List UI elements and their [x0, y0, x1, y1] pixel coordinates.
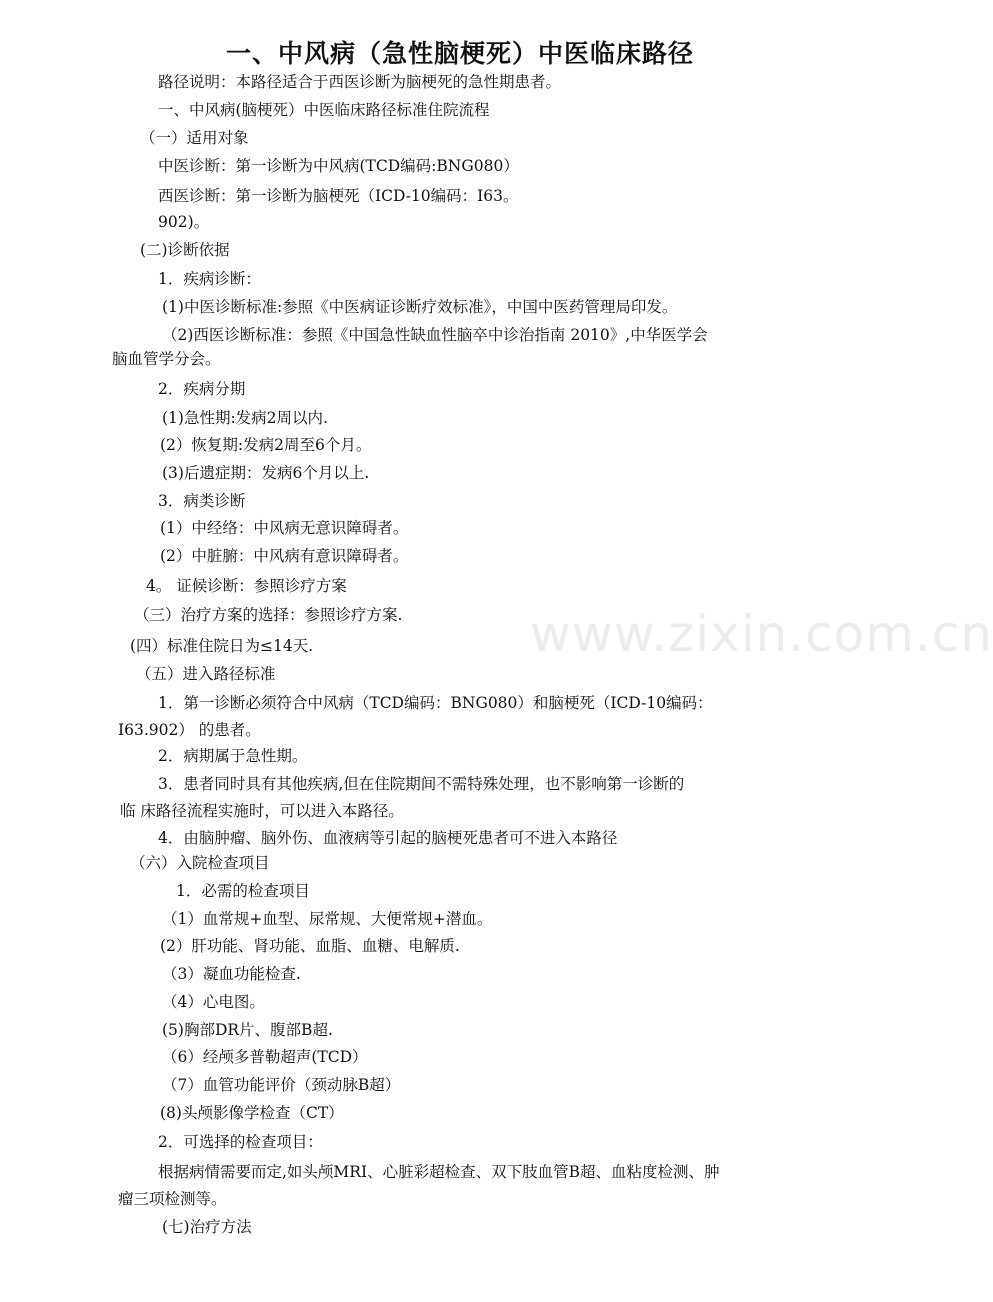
text-line: 902)。 [158, 213, 210, 231]
text-line: (2）肝功能、肾功能、血脂、血糖、电解质. [160, 937, 460, 955]
text-line: 3．患者同时具有其他疾病,但在住院期间不需特殊处理，也不影响第一诊断的 [158, 775, 685, 793]
text-line: 2．疾病分期 [158, 380, 246, 398]
text-line: 1．疾病诊断： [158, 270, 261, 288]
text-line: (3)后遗症期：发病6个月以上. [162, 464, 370, 482]
text-line: 1．第一诊断必须符合中风病（TCD编码：BNG080）和脑梗死（ICD-10编码： [158, 694, 713, 712]
text-line: 临 床路径流程实施时，可以进入本路径。 [120, 802, 404, 820]
text-line: (1)急性期:发病2周以内. [162, 409, 328, 427]
text-line: 根据病情需要而定,如头颅MRI、心脏彩超检查、双下肢血管B超、血粘度检测、肿 [158, 1163, 720, 1181]
text-line: (1)中医诊断标准:参照《中医病证诊断疗效标准》，中国中医药管理局印发。 [162, 298, 678, 316]
text-line: (2）中脏腑：中风病有意识障碍者。 [160, 547, 409, 565]
text-line: （3）凝血功能检查. [162, 965, 301, 983]
text-line: (四）标准住院日为≤14天. [130, 637, 314, 655]
text-line: （1）血常规+血型、尿常规、大便常规+潜血。 [162, 910, 493, 928]
text-line: 2．可选择的检查项目： [158, 1133, 323, 1151]
text-line: （一）适用对象 [140, 129, 249, 147]
text-line: (2）恢复期:发病2周至6个月。 [160, 436, 372, 454]
text-line: 1．必需的检查项目 [176, 882, 310, 900]
text-line: (5)胸部DR片、腹部B超. [162, 1021, 333, 1039]
text-line: (七)治疗方法 [162, 1218, 252, 1236]
text-line: 4．由脑肿瘤、脑外伤、血液病等引起的脑梗死患者可不进入本路径 [158, 829, 618, 847]
text-line: （三）治疗方案的选择：参照诊疗方案. [134, 606, 403, 624]
text-line: 瘤三项检测等。 [118, 1190, 227, 1208]
text-line: (二)诊断依据 [140, 241, 230, 259]
text-line: (8)头颅影像学检查（CT） [160, 1104, 344, 1122]
text-line: I63.902） 的患者。 [118, 721, 261, 739]
text-line: （7）血管功能评价（颈动脉B超） [162, 1076, 401, 1094]
text-line: 中医诊断：第一诊断为中风病(TCD编码:BNG080） [158, 157, 519, 175]
text-line: 4。 证候诊断：参照诊疗方案 [146, 577, 347, 595]
text-line: 路径说明：本路径适合于西医诊断为脑梗死的急性期患者。 [158, 73, 562, 91]
text-line: （6）经颅多普勒超声(TCD） [162, 1048, 368, 1066]
watermark: www.zixin.com.cn [530, 605, 993, 663]
page-title: 一、中风病（急性脑梗死）中医临床路径 [225, 39, 694, 68]
text-line: 2．病期属于急性期。 [158, 747, 308, 765]
text-line: 脑血管学分会。 [112, 350, 221, 368]
text-line: (1）中经络：中风病无意识障碍者。 [160, 519, 409, 537]
text-line: （2)西医诊断标准：参照《中国急性缺血性脑卒中诊治指南 2010》,中华医学会 [162, 326, 708, 344]
text-line: 西医诊断：第一诊断为脑梗死（ICD-10编码：I63。 [158, 187, 519, 205]
text-line: （五）进入路径标准 [136, 665, 276, 683]
text-line: （4）心电图。 [162, 993, 265, 1011]
text-line: 3．病类诊断 [158, 492, 246, 510]
text-line: （六）入院检查项目 [130, 854, 270, 872]
text-line: 一、中风病(脑梗死）中医临床路径标准住院流程 [158, 101, 490, 119]
